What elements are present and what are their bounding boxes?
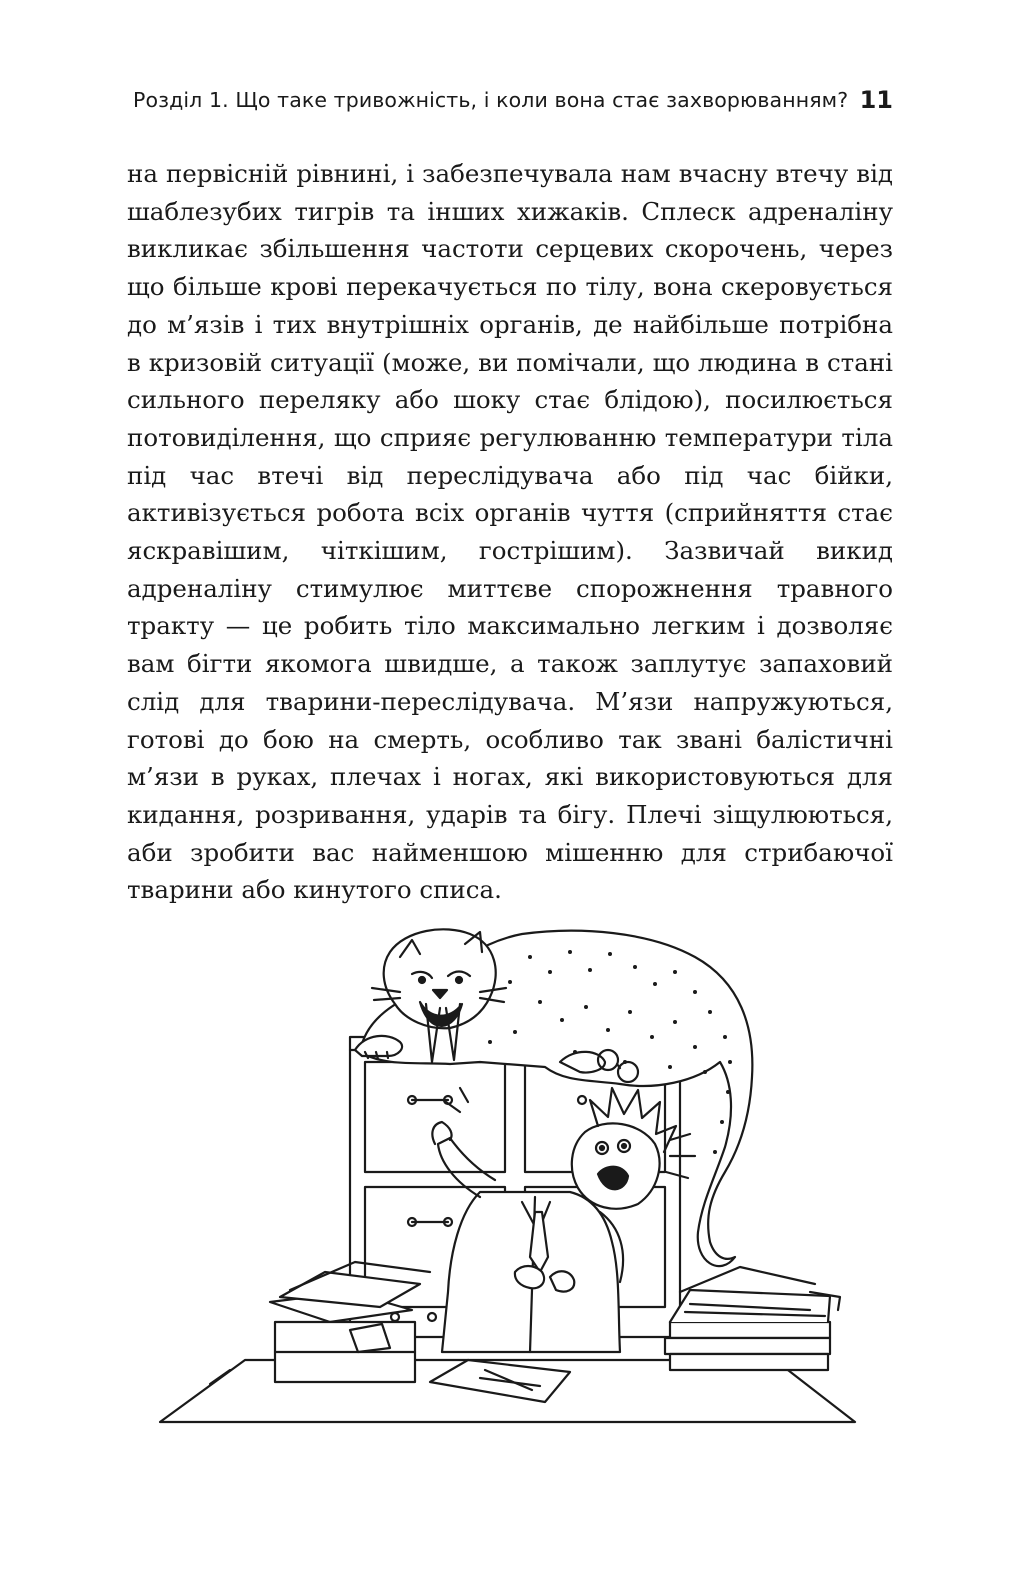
tiger-office-illustration bbox=[150, 912, 870, 1452]
body-paragraph: на первісній рівнині, і забезпечувала нам вчасну втечу від шаблезубих тигрів та інших хижаків. Сплеск адреналіну викликає збільшення частоти серцевих скорочень, через що більше крові перекачується по тілу, вона скеровується до м’язів і тих внутрішніх органів, де найбільше потрібна в кризовій ситуації (може, ви помічали, що людина в стані сильного переляку або шоку стає блідою), посилюється потовиділення, що сприяє регулюванню температури тіла під час втечі від переслідувача або під час бійки, активізується робота всіх органів чуття (сприйняття стає яскравішим, чіткішим, гострішим). Зазвичай викид адреналіну стимулює миттєве спорожнення травного тракту — це робить тіло максимально легким і дозволяє вам бігти якомога швидше, а також заплутує запаховий слід для тварини-переслідувача. М’язи напружуються, готові до бою на смерть, особливо так звані балістичні м’язи в руках, плечах і ногах, які використовуються для кидання, розривання, ударів та бігу. Плечі зіщулюються, аби зробити вас найменшою мішенню для стрибаючої тварини або кинутого списа. bbox=[127, 159, 893, 905]
running-head bbox=[133, 80, 893, 120]
chapter-title: Розділ 1. Що таке тривожність, і коли вона стає захворюванням? bbox=[133, 88, 849, 112]
page-number: 11 bbox=[859, 86, 893, 114]
right-paper-stack bbox=[665, 1267, 840, 1370]
